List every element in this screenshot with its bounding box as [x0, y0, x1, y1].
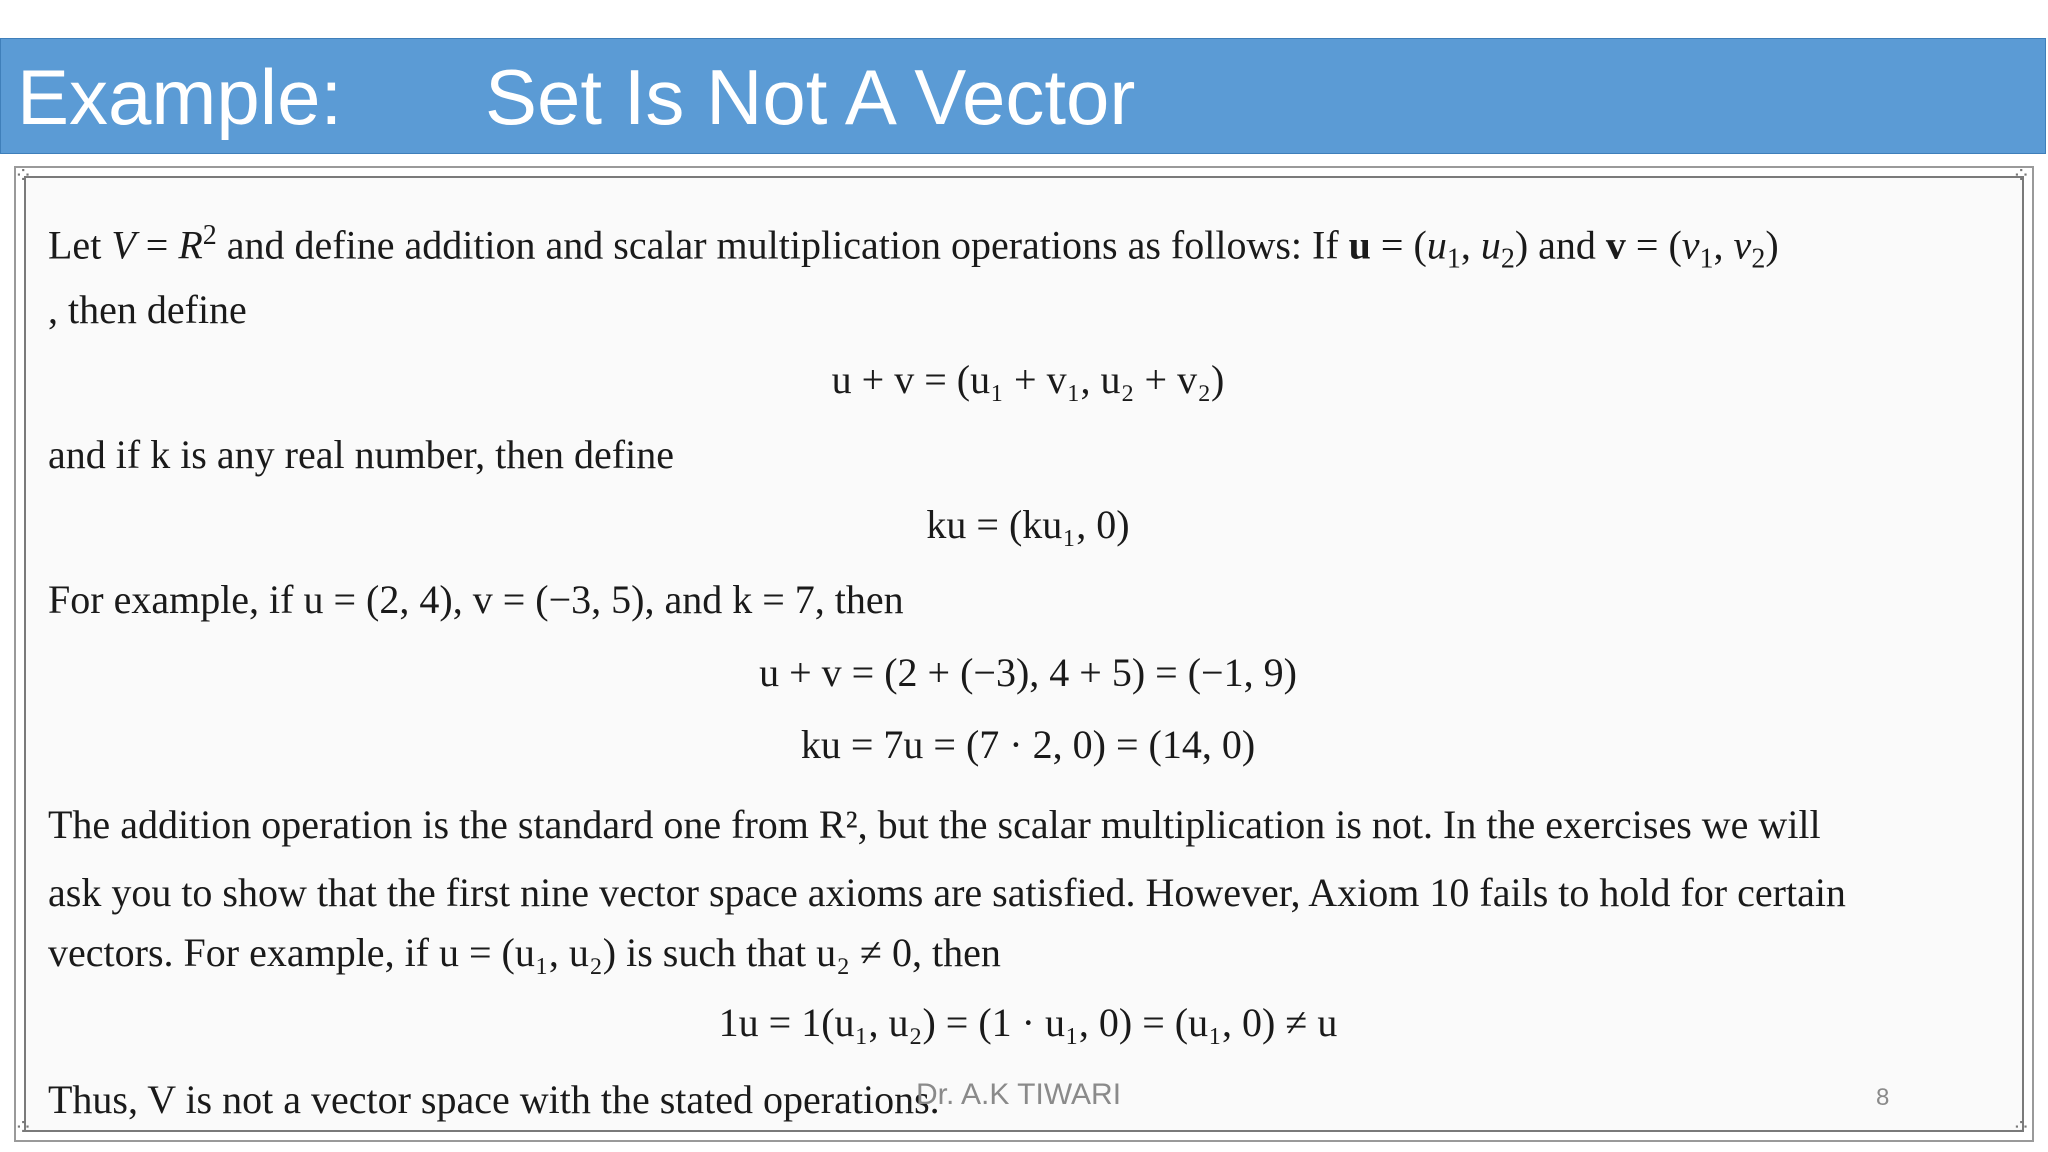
- frame-corner-ornament: ⁘: [14, 164, 33, 189]
- page-number: 8: [1876, 1084, 1890, 1111]
- footer-author: Dr. A.K TIWARI: [916, 1078, 1122, 1111]
- frame-corner-ornament: ⁘: [2012, 164, 2031, 189]
- paragraph-axioms-line1: The addition operation is the standard one from R², but the scalar multiplication is not. In the exercises we will: [48, 802, 1821, 847]
- slide-title: Set Is Not A Vector: [485, 53, 1136, 141]
- equation-example-scalar: ku = 7u = (7 · 2, 0) = (14, 0): [800, 722, 1256, 767]
- paragraph-definition-cont: , then define: [48, 287, 247, 332]
- paragraph-definition: Let $V = R^2$ and define addition and scalar multiplication operations as follows: If $u = (u_1$, $u_2$) and $v = (v_1$, $v_2$): [48, 220, 1779, 275]
- paragraph-axioms-line2: ask you to show that the first nine vector space axioms are satisfied. However, Axiom 10 fails to hold for certain: [48, 870, 1846, 915]
- slide-title-label: Example:: [17, 53, 343, 141]
- paragraph-axioms-line3: vectors. For example, if u = (u₁, u₂) is such that u₂ ≠ 0, then: [48, 930, 1001, 975]
- equation-axiom10: 1u = 1(u₁, u₂) = (1 · u₁, 0) = (u₁, 0) ≠ u: [718, 1000, 1338, 1045]
- equation-scalar: ku = (ku₁, 0): [926, 502, 1130, 547]
- slide-title-bar: [0, 38, 2046, 154]
- paragraph-scalar: and if k is any real number, then define: [48, 432, 674, 477]
- equation-example-sum: u + v = (2 + (−3), 4 + 5) = (−1, 9): [759, 650, 1297, 695]
- equation-addition: u + v = (u₁ + v₁, u₂ + v₂): [831, 357, 1225, 402]
- frame-corner-ornament: ⁘: [2012, 1116, 2031, 1141]
- paragraph-example: For example, if u = (2, 4), v = (−3, 5), and k = 7, then: [48, 577, 904, 622]
- frame-corner-ornament: ⁘: [14, 1116, 33, 1141]
- paragraph-conclusion: Thus, V is not a vector space with the stated operations.: [48, 1077, 940, 1122]
